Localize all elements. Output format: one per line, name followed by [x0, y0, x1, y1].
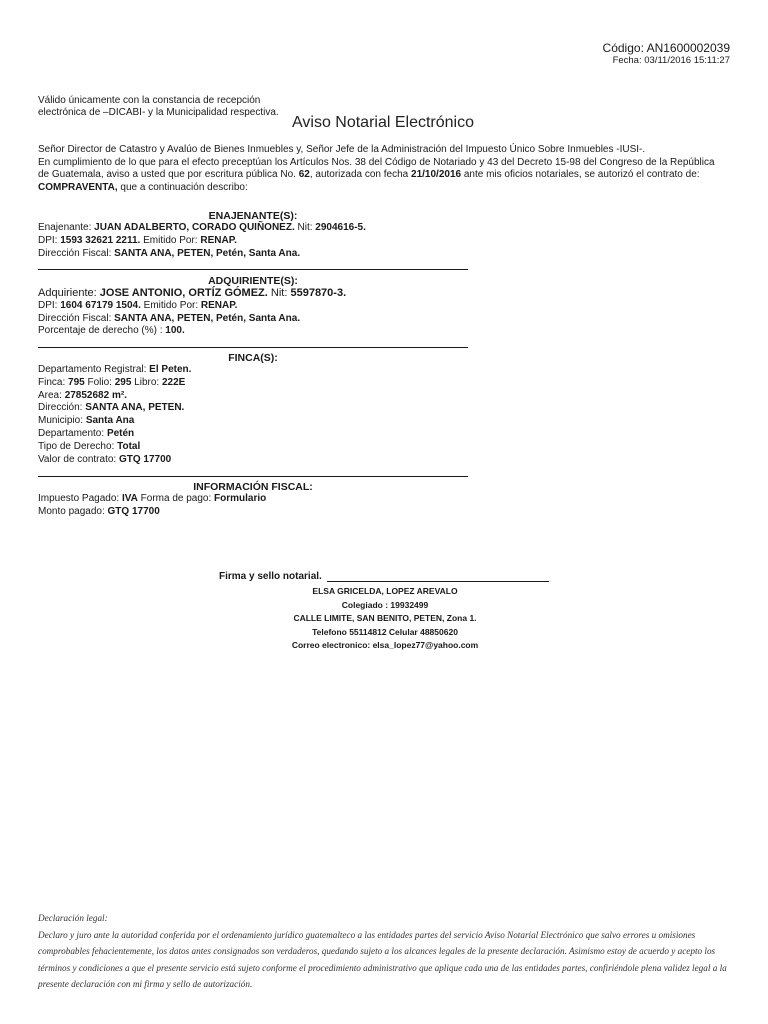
adquiriente-dpi-row: DPI: 1604 67179 1504. Emitido Por: RENAP. [38, 299, 238, 311]
adquiriente-percentage-row: Porcentaje de derecho (%) : 100. [38, 325, 185, 337]
enajenante-dpi-row: DPI: 1593 32621 2211. Emitido Por: RENAP. [38, 234, 237, 246]
intro-paragraph [38, 144, 715, 194]
notary-details [200, 585, 570, 653]
finca-heading: FINCA(S): [228, 352, 278, 364]
intro-line: En cumplimiento de lo que para el efecto preceptúan los Artículos Nos. 38 del Código de Notariado y 43 del Decreto 15-98 del Congreso de la República [38, 156, 715, 168]
notary-email: Correo electronico: elsa_lopez77@yahoo.com [291, 640, 479, 650]
notary-phones: Telefono 55114812 Celular 48850620 [312, 626, 458, 637]
adquiriente-heading: ADQUIRIENTE(S): [208, 275, 298, 287]
intro-line: Señor Director de Catastro y Avalúo de Bienes Inmuebles y, Señor Jefe de la Administración del Impuesto Único Sobre Inmuebles -IUSI-. [38, 144, 646, 155]
enajenante-address-row: Dirección Fiscal: SANTA ANA, PETEN, Petén, Santa Ana. [38, 247, 301, 259]
legal-text: Declaro y juro ante la autoridad conferida por el ordenamiento jurídico guatemalteco a las entidades partes del servicio Aviso Notarial Electrónico que salvo errores u omisiones comprobables fehacientemente, los datos antes consignados son verdaderos, quedando sujeto a los alcances legales de la presente declaración. Asimismo estoy de acuerdo y acepto los términos y condiciones a que el presente servicio está sujeto conforme el procedimiento administrativo que aplique cada una de las entidades partes, confiriéndole plena validez legal a la presente declaración con mi firma y sello de autorización. [38, 929, 727, 989]
adquiriente-percentage: 100. [165, 325, 185, 337]
signature-line [327, 581, 549, 582]
document-code: Código: AN1600002039 [602, 41, 730, 55]
enajenante-address: SANTA ANA, PETEN, Petén, Santa Ana. [114, 247, 301, 259]
enajenante-name-row: Enajenante: JUAN ADALBERTO, CORADO QUIÑONEZ. Nit: 2904616-5. [38, 222, 366, 233]
section-divider [38, 347, 468, 348]
finca-municipio-row: Municipio: Santa Ana [38, 415, 135, 427]
intro-line: COMPRAVENTA, que a continuación describo: [38, 181, 248, 193]
enajenante-heading: ENAJENANTE(S): [208, 210, 298, 222]
section-divider [38, 476, 468, 477]
escritura-number: 62 [298, 169, 310, 181]
legal-declaration [38, 910, 738, 993]
enajenante-block [38, 222, 366, 260]
fiscal-tax-row: Impuesto Pagado: IVA Forma de pago: Formulario [38, 493, 267, 504]
section-divider [38, 269, 468, 270]
notary-colegiado: Colegiado : 19932499 [341, 599, 429, 610]
contract-type: COMPRAVENTA, [38, 181, 118, 193]
validity-note-line: Válido únicamente con la constancia de recepción [38, 95, 261, 106]
finca-registral-row: Departamento Registral: El Peten. [38, 364, 192, 375]
finca-address-row: Dirección: SANTA ANA, PETEN. [38, 402, 185, 414]
adquiriente-address: SANTA ANA, PETEN, Petén, Santa Ana. [114, 312, 301, 324]
enajenante-nit: 2904616-5. [315, 222, 366, 233]
validity-note [38, 95, 279, 119]
finca-valor-row: Valor de contrato: GTQ 17700 [38, 453, 172, 465]
fiscal-heading: INFORMACIÓN FISCAL: [193, 481, 313, 493]
fiscal-block [38, 493, 266, 519]
adquiriente-name-row: Adquiriente: JOSE ANTONIO, ORTÍZ GÓMEZ. Nit: 5597870-3. [38, 287, 347, 299]
adquiriente-name: JOSE ANTONIO, ORTÍZ GÓMEZ. [99, 287, 268, 299]
finca-tipo-row: Tipo de Derecho: Total [38, 440, 141, 452]
notary-name: ELSA GRICELDA, LOPEZ AREVALO [312, 586, 458, 596]
adquiriente-dpi: 1604 67179 1504. [60, 299, 141, 311]
adquiriente-nit: 5597870-3. [290, 287, 347, 299]
document-date: Fecha: 03/11/2016 15:11:27 [612, 55, 730, 66]
authorization-date: 21/10/2016 [411, 169, 462, 181]
adquiriente-block [38, 287, 346, 338]
document-title: Aviso Notarial Electrónico [292, 114, 475, 131]
validity-note-line: electrónica de –DICABI- y la Municipalidad respectiva. [38, 107, 279, 118]
enajenante-dpi: 1593 32621 2211. [60, 234, 141, 246]
finca-block [38, 364, 191, 466]
enajenante-name: JUAN ADALBERTO, CORADO QUIÑONEZ. [94, 222, 295, 233]
legal-heading: Declaración legal: [38, 913, 108, 923]
intro-line: de Guatemala, aviso a usted que por escritura pública No. 62, autorizada con fecha 21/10/2016 ante mis oficios notariales, se autorizó el contrato de: [38, 169, 700, 181]
adquiriente-address-row: Dirección Fiscal: SANTA ANA, PETEN, Petén, Santa Ana. [38, 312, 301, 324]
notary-address: CALLE LIMITE, SAN BENITO, PETEN, Zona 1. [293, 613, 477, 623]
finca-number-row: Finca: 795 Folio: 295 Libro: 222E [38, 376, 186, 388]
signature-label: Firma y sello notarial. [219, 571, 322, 582]
fiscal-amount-row: Monto pagado: GTQ 17700 [38, 505, 160, 517]
finca-area-row: Area: 27852682 m². [38, 389, 127, 401]
finca-departamento-row: Departamento: Petén [38, 427, 135, 439]
